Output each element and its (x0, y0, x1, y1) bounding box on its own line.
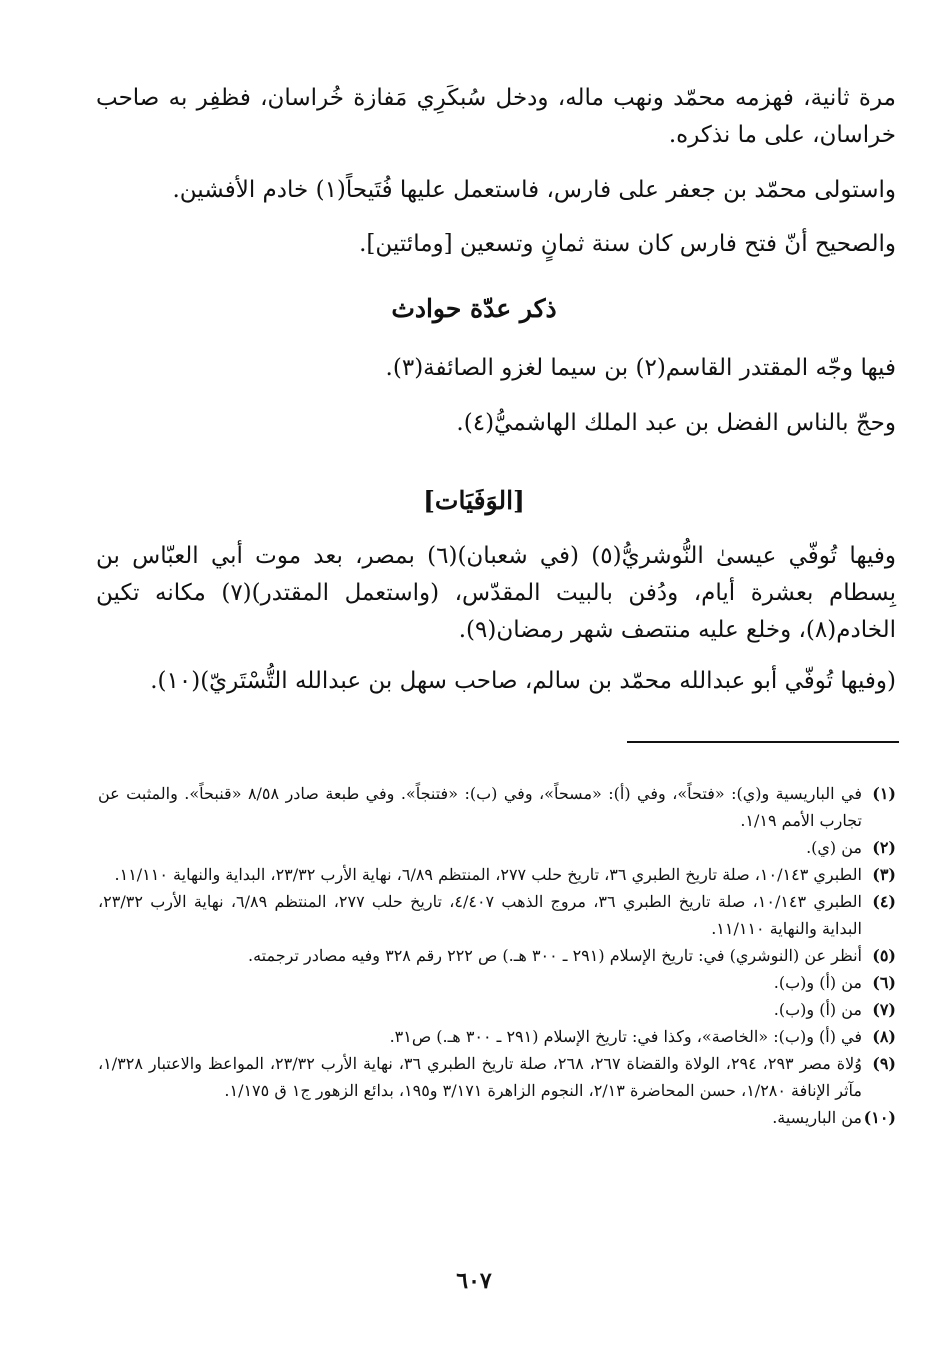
footnote-text: من (أ) و(ب). (773, 973, 862, 992)
footnote-text: في الباريسية و(ي): «فتحاً»، وفي (أ): «مسحاً»، وفي (ب): «فتنجاً». وفي طبعة صادر ٨/٥٨ «قنبحاً». والمثبت عن تجارب الأمم ١/١٩. (98, 784, 862, 830)
footnote (98, 834, 896, 861)
footnote-text: من (ي). (806, 838, 862, 857)
footnote-text: وُلاة مصر ٢٩٣، ٢٩٤، الولاة والقضاة ٢٦٧، ٢٦٨، صلة تاريخ الطبري ٣٦، نهاية الأرب ٢٣/٣٢، المواعظ والاعتبار ١/٣٢٨، مآثر الإنافة ١/٢٨٠، حسن المحاضرة ٢/١٣، النجوم الزاهرة ٣/١٧١ و١٩٥، بدائع الزهور ج١ ق ١/١٧٥. (98, 1054, 863, 1100)
paragraph-events-2: وحجّ بالناس الفضل بن عبد الملك الهاشميُّ(٤). (456, 410, 896, 436)
footnote-text: الطبري ١٠/١٤٣، صلة تاريخ الطبري ٣٦، مروج الذهب ٤/٤٠٧، تاريخ حلب ٢٧٧، المنتظم ٦/٨٩، نهاية الأرب ٢٣/٣٢، البداية والنهاية ١١/١١٠. (98, 892, 862, 938)
footnote-number: (١) (872, 784, 896, 803)
footnote-number: (٢) (872, 838, 896, 857)
footnote-number: (٧) (872, 1000, 896, 1019)
footnotes-list (98, 780, 896, 1131)
paragraph-events-1: فيها وجّه المقتدر القاسم(٢) بن سيما لغزو الصائفة(٣). (385, 355, 896, 381)
footnote-number: (٤) (872, 892, 896, 911)
footnote-number: (٨) (872, 1027, 896, 1046)
footnote-text: في (أ) و(ب): «الخاصة»، وكذا في: تاريخ الإسلام (٢٩١ ـ ٣٠٠ هـ.) ص٣١. (389, 1027, 862, 1046)
footnote (98, 996, 896, 1023)
footnote-number: (٣) (872, 865, 896, 884)
footnote (98, 780, 896, 834)
footnote (98, 1023, 896, 1050)
paragraph-2: واستولى محمّد بن جعفر على فارس، فاستعمل عليها فُتَيحاً(١) خادم الأفشين. (172, 177, 896, 203)
paragraph-1: مرة ثانية، فهزمه محمّد ونهب ماله، ودخل سُبكَرِي مَفازة خُراسان، فظفِر به صاحب خراسان، على ما نذكره. (96, 85, 896, 148)
paragraph-deaths-2: (وفيها تُوفّي أبو عبدالله محمّد بن سالم، صاحب سهل بن عبدالله التُّسْتَريّ)(١٠). (150, 668, 896, 694)
footnote-text: الطبري ١٠/١٤٣، صلة تاريخ الطبري ٣٦، تاريخ حلب ٢٧٧، المنتظم ٦/٨٩، نهاية الأرب ٢٣/٣٢، البداية والنهاية ١١/١١٠. (114, 865, 862, 884)
footnote (98, 1050, 896, 1104)
footnote-text: أنظر عن (النوشري) في: تاريخ الإسلام (٢٩١ ـ ٣٠٠ هـ.) ص ٢٢٢ رقم ٣٢٨ وفيه مصادر ترجمته. (247, 946, 862, 965)
footnote-number: (٩) (872, 1054, 896, 1073)
footnote-separator (627, 741, 899, 743)
footnote (98, 888, 896, 942)
page-number: ٦٠٧ (456, 1268, 492, 1294)
footnote (98, 861, 896, 888)
footnote (98, 942, 896, 969)
paragraph-deaths-1: وفيها تُوفّي عيسىٰ النُّوشريُّ(٥) (في شعبان)(٦) بمصر، بعد موت أبي العبّاس بن بِسطام بعشرة أيام، ودُفن بالبيت المقدّس، (واستعمل المقتدر)(٧) مكانه تكين الخادم(٨)، وخلع عليه منتصف شهر رمضان(٩). (96, 543, 896, 643)
footnote (98, 969, 896, 996)
footnote-text: من (أ) و(ب). (773, 1000, 862, 1019)
footnote-number: (٦) (872, 973, 896, 992)
section-heading-deaths: [الوَفَيَات] (423, 486, 525, 515)
footnote-number: (١٠) (863, 1108, 896, 1127)
footnote (98, 1104, 896, 1131)
footnote-number: (٥) (872, 946, 896, 965)
section-heading-events: ذكر عدّة حوادث (391, 294, 557, 323)
footnote-text: من الباريسية. (772, 1108, 862, 1127)
paragraph-3: والصحيح أنّ فتح فارس كان سنة ثمانٍ وتسعين [ومائتين]. (359, 231, 896, 257)
